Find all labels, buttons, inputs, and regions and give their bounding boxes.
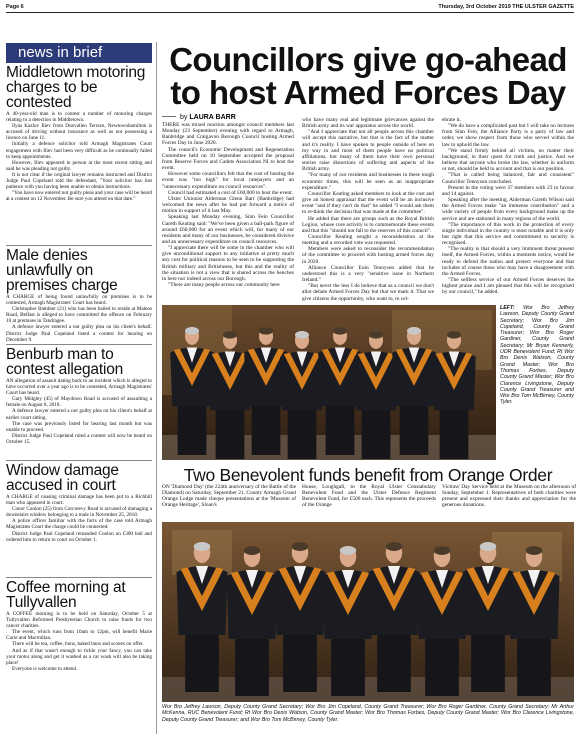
brief-paragraph: A CHARGE of causing criminal damage has been put to a Richhill man who appeared in court. [6,494,152,507]
divider [6,344,152,345]
group-photo-2 [162,522,574,702]
brief-headline: Coffee morning at Tullyvallen [6,579,126,611]
article-paragraph: "The selfless service of our Armed Forces deserves the highest praise and I am pleased that this will be recognised by our council," he added. [442,277,574,296]
article-paragraph: Alliance Councillor Eoin Tennyson added that he understood this is a very "sensitive issue in Northern Ireland." [302,264,434,284]
group-photo-1 [162,305,496,460]
article-paragraph: Councillor Keating asked members to look at the cost and give an honest appraisal that the event will be an inclusive event "and if they can't do that" he added "I would ask them to re-think the decision that was made at the committee". [302,190,434,216]
brief-paragraph: The case was previously listed for hearing last month but was unable to proceed. [6,420,152,433]
divider [6,245,152,246]
brief-item [6,580,152,672]
news-in-brief-banner: news in brief [6,43,152,63]
news-in-brief-column [6,41,152,731]
brief-paragraph: Everyone is welcome to attend. [12,665,78,672]
brief-paragraph: The event, which runs from 10am to 12pm, will benefit Marie Curie and Macmillan. [6,629,152,642]
byline-rule [162,116,176,117]
article-paragraph: "But never the less I do believe that as a council we don't allot debate Armed Forces Day but that we mark it. That we give citizens the opportunity, who want to, to cel- [302,283,434,302]
article-paragraph: House, Loughgall, to the Royal Ulster Constabulary Benevolent Fund and the Ulster Defence Regiment Benevolent Fund, for £500 each. This represents the proceeds of the Orange [302,484,436,509]
brief-paragraph: Christopher Bambier (21) who has been bailed to reside at Maleos Road, Belfast is alleged to have committed the offence on February 10 at premises in Tandragee. [6,306,152,325]
article-paragraph: "The importance of this work in the protection of every single individual in the country is most notable and it is only but right that this service and commitment to security is recognised. [442,221,574,247]
article-paragraph: "We stand firmly behind all victims, no matter their background, in their quest for truth and justice. And we believe that anyone who broke the law, whether in uniform or not, should be held to account and that is our position. [442,147,574,173]
article-paragraph: "I appreciate there will be some in the chamber who will give unconditional support to any initiative at pretty much any cost for political reasons to be seen to be supporting the British military and Britishness, but this and the reality of the situation is not a view that is shared across the benches in here nor indeed across our Borough. [162,245,294,282]
brief-paragraph: A COFFEE morning is to be held on Saturday, October 5 at Tullyvallen Reformed Presbyterian Church to raise funds for two cancer charities. [6,611,152,630]
brief-headline: Middletown motoring charges to be contested [6,64,146,111]
story2-column-2 [302,484,436,509]
story2-column-1 [162,484,296,509]
article-paragraph: "That is called being balanced, fair and consistent" Councillor Tennyson concluded. [442,172,574,185]
article-paragraph: "The reality is that should a very imminent threat present itself, the Armed Forces, within a moments notice, would be ready to defend the nation and protect everyone and that includes of course those who may have a disagreement with the Armed Forces. [442,246,574,277]
article-paragraph: Present in the voting were 37 members with 23 in favour and 14 against. [442,184,574,197]
brief-item [6,248,152,343]
brief-paragraph: Ilyas Kazlov Iliev from Dunvallen Terrace, Newtownhamilton is accused of driving without insurance as well as not possessing a licence on June 11. [6,123,152,142]
article-paragraph: Members were asked to reconsider the recommendation of the committee to proceed with hosting armed forces day in 2020. [302,246,434,265]
article-paragraph: Ulster Unionist Alderman Glenn Barr (Banbridge) had welcomed the news after he had put forward a notice of motion in support of it last May. [162,195,294,215]
brief-paragraph: District Judge Paul Copeland ruled a contest will now be heard on October 15. [6,432,152,445]
divider [6,460,152,461]
brief-headline: Benburb man to contest allegation [6,346,124,378]
brief-item [6,463,152,543]
article-paragraph: "There are many people across our community here [168,282,280,289]
brief-paragraph: A CHARGE of being found unlawfully on premises is to be contested, Armagh Magistrates' Court has heard. [6,294,152,307]
page-number: Page 6 [6,4,24,10]
page-date: Thursday, 3rd October 2019 THE ULSTER GAZETTE [438,4,574,10]
article-paragraph: The council's Economic Development and Regeneration Committee held on 10 September accepted the proposal from Reserve Forces and Cadets Association NI to host the event. [162,146,294,172]
article-column-2 [302,117,434,302]
brief-paragraph: A 40-year-old man is to contest a number of motoring charges relating to a detection in Middletown. [6,111,152,124]
article-paragraph: Councillor Keating sought a reconsideration at the meeting and a recorded vote was requested. [302,233,434,247]
article-paragraph: Speaking last Monday evening, Sinn Fein Councillor Gareth Keating said: "We've been given a ball-park figure of around £60,000 for an event which will, for many of our residents and many of our businesses, be considered divisive and an unnecessary expenditure on council resources. [162,214,294,245]
caption-lead: LEFT: [500,305,515,311]
brief-paragraph: A defence lawyer entered a not guilty plea on his client's behalf. District Judge Paul Copeland listed a contest for hearing on December 9. [6,324,152,343]
brief-paragraph: It is not clear if the original lawyer remains instructed and District Judge Paul Copeland told the defendant, "Your solicitor has lost patience with you having been unable to obtain instructions. [6,171,152,191]
article-paragraph: However some councillors felt that the cost of hosting the event was "too high" for local ratepayers and an "unnecessary expenditure on council resources". [162,171,294,190]
article-paragraph: Council had estimated a cost of £60,000 to host the event. [168,189,293,196]
caption-text: Wor Bro Jeffrey Lawson, Deputy County Grand Secretary; Wor Bro Jim Copeland, County Grand Treasurer; Wor Bro Roger Gardiner, County Grand Secretary; Mr Bryan Kennerly, UDR Benevolent Fund; Rt Wor Bro Denis Watson, County Grand Master; Wor Bro Thomas Forbes, Deputy County Grand Master; Wor Bro Clarence Livingstone, Deputy County Grand Treasurer and Wor Bro Tom McBirney, County Tyler. [500,305,574,406]
second-headline: Two Benevolent funds benefit from Orange Order [183,465,553,485]
brief-headline: Male denies unlawfully on premises charge [6,247,118,294]
brief-paragraph: District Judge Paul Copeland remanded Conlon on £300 bail and ordered him to return to court on October 1. [6,530,152,543]
article-paragraph: THERE was mixed reaction amongst council members last Monday (23 September) evening with regard to Armagh, Banbridge and Craigavon Borough Council hosting Armed Forces Day in June 2020. [162,122,294,147]
brief-paragraph: However, Iliev appeared in person at the most recent sitting and said he was pleading not guilty. [6,159,152,172]
byline-author: LAURA BARR [189,114,236,121]
article-paragraph: "We do have a complicated past but I will take no lectures from Sinn Fein, the Alliance Party is a party of law and order, we show respect from those who served within the law to uphold the law. [442,123,574,148]
brief-paragraph: Gary Midgley (45) of Maydown Road is accused of assaulting a female on August 8, 2018. [6,396,152,409]
photo-2-caption: Wor Bro Jeffrey Lawson, Deputy County Grand Secretary; Wor Bro Jim Copeland, County Grand Treasurer; Wor Bro Roger Gardiner, County Grand Secretary; Mr Arthur McKenna, RUC Benevolent Fund; Rt Wor Bro Denis Watson, County Grand Master; Wor Bro Thomas Forbes, Deputy County Grand Master; Wor Bro Clarence Livingstone, Deputy County Grand Treasurer; and Wor Bro Tom McBirney, County Tyler. [162,704,574,723]
article-paragraph: He added that there are groups such as the Royal British Legion, whose core activity is to commemorate these events and that this "should not fall to the reserves of this council". [302,215,434,234]
brief-paragraph: Conor Conlon (25) from Corcreevy Road is accused of damaging a downstairs window belonging to a male in November 25, 2018. [6,506,152,519]
article-paragraph: "For many of our residents and businesses in these tough economic times, this will be seen as an inappropriate expenditure." [302,172,434,191]
article-paragraph: Victims' Day Service held at the Museum on the afternoon of Sunday, September 1. Representatives of both charities were present and expressed their thanks and appreciation for the generous donations. [442,484,576,509]
article-paragraph: "And I appreciate that not all people across this chamber will accept this narrative, but that is the fact of the matter and it's reality. I have spoken to people outside of here on my way in and most of them people have no political affiliations, but many of them have their own personal stories raise distortions of suffering and aspects of the British army. [302,129,434,173]
page-header [6,3,574,13]
article-paragraph: ON 'Diamond Day' (the 224th anniversary of the Battle of the Diamond) on Saturday, September 21, County Armagh Grand Orange Lodge made cheque presentations at the 'Museum of Orange Heritage', Sloan's [162,484,296,509]
brief-item [6,347,152,445]
divider [6,577,152,578]
brief-paragraph: AN allegation of assault dating back to an incident which is alleged to have occurred over a year ago is to be contested, Armagh Magistrates' Court has heard. [6,378,152,397]
article-column-1 [162,122,294,288]
brief-item [6,65,152,202]
column-divider [156,42,157,734]
brief-paragraph: There will be tea, coffee, buns, baked buns and scones on offer. [12,641,144,648]
byline-prefix: by [180,114,188,121]
brief-headline: Window damage accused in court [6,462,119,494]
article-paragraph: ebrate it. [442,117,461,123]
story2-column-3 [442,484,576,509]
brief-paragraph: And as if that wasn't enough to tickle your fancy, you can take your motor along and get it washed as a car wash will also be taking place! [6,647,152,666]
article-paragraph: Speaking after the meeting, Alderman Gareth Wilson said the Armed Forces make "an immense contribution" and a wide variety of people from every background make up the service and are stationed in many regions of the world. [442,197,574,222]
main-headline: Councillors give go-ahead to host Armed Forces Day [169,41,567,111]
photo-1-caption [500,305,574,406]
byline [180,114,236,121]
article-column-3 [442,117,574,296]
brief-paragraph: A defence lawyer entered a not guilty plea on his client's behalf at earlier court sitting. [6,408,152,421]
brief-paragraph: "You have now entered not guilty pleas and your case will be heard at a contest on 12 November. Be sure you attend on that date." [6,190,152,203]
article-paragraph: who have many real and legitimate grievances against the British army and its war apparatus across the world. [302,117,434,130]
brief-paragraph: Initially a defence solicitor told Armagh Magistrates Court engagement with Iliev had been very difficult as he continually failed to keep appointments. [6,141,152,160]
brief-paragraph: A police officer familiar with the facts of the case told Armagh Magistrates Court the charge could be connected. [6,518,152,531]
